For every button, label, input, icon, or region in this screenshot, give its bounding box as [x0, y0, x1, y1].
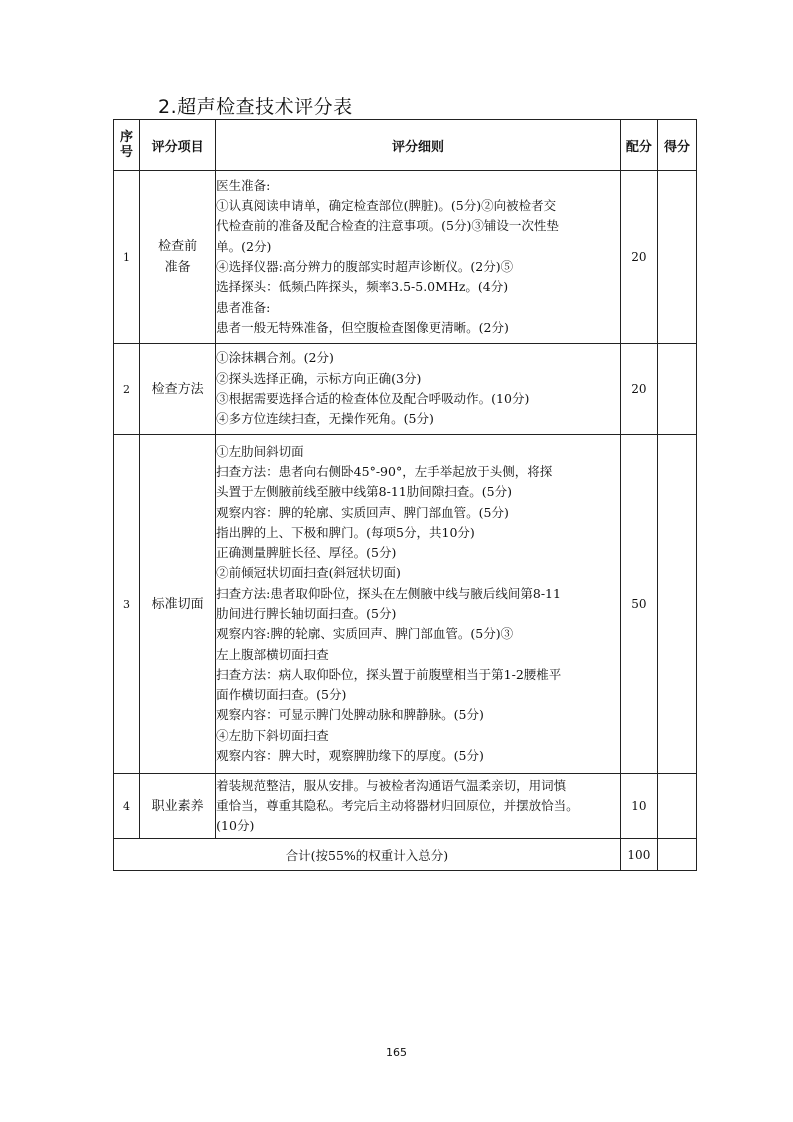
- row-detail: [216, 774, 621, 839]
- detail-line: 指出脾的上、下极和脾门。(每项5分，共10分): [216, 524, 475, 540]
- row-item: [140, 774, 216, 839]
- detail-line: ④选择仪器:高分辨力的腹部实时超声诊断仪。(2分)⑤: [216, 259, 514, 274]
- row-item: [140, 435, 216, 774]
- row-detail: [216, 171, 621, 344]
- row-detail: [216, 435, 621, 774]
- detail-line: 重恰当，尊重其隐私。考完后主动将器材归回原位，并摆放恰当。: [216, 797, 579, 813]
- detail-line: 肋间进行脾长轴切面扫查。(5分): [216, 606, 397, 621]
- detail-line: 观察内容：脾大时，观察脾肋缘下的厚度。(5分): [216, 748, 484, 764]
- detail-line: 代检查前的准备及配合检查的注意事项。(5分)③铺设一次性垫: [216, 218, 559, 234]
- detail-line: 面作横切面扫查。(5分): [216, 687, 347, 703]
- detail-line: 扫查方法：患者向右侧卧45°-90°，左手举起放于头侧，将探: [216, 463, 553, 479]
- row-item: [140, 344, 216, 435]
- detail-line: 医生准备:: [216, 177, 271, 193]
- row-item-line: 职业素养: [151, 798, 204, 814]
- page-title: 2.超声检查技术评分表: [158, 96, 353, 118]
- detail-line: ④多方位连续扫查，无操作死角。(5分): [216, 411, 434, 427]
- table-row: [114, 344, 697, 435]
- row-number: 1: [114, 171, 140, 344]
- header-got: 得分: [657, 120, 696, 171]
- detail-line: ②前倾冠状切面扫查(斜冠状切面): [216, 565, 401, 581]
- detail-line: 选择探头：低频凸阵探头，频率3.5-5.0MHz。(4分): [216, 279, 509, 295]
- row-got: [657, 774, 696, 839]
- row-got: [657, 344, 696, 435]
- row-score: 10: [620, 774, 657, 839]
- detail-line: ①涂抹耦合剂。(2分): [216, 350, 334, 366]
- detail-line: ①认真阅读申请单，确定检查部位(脾脏)。(5分)②向被检者交: [216, 198, 557, 214]
- header-no: 序 号: [114, 120, 140, 171]
- total-score: 100: [620, 839, 657, 871]
- scoring-table: [113, 119, 697, 871]
- total-row: [114, 839, 697, 871]
- detail-line: 着装规范整洁，服从安排。与被检者沟通语气温柔亲切，用词慎: [216, 777, 567, 793]
- detail-line: 患者准备:: [216, 299, 271, 315]
- row-got: [657, 171, 696, 344]
- page-number: 165: [386, 1046, 407, 1059]
- table-row: [114, 774, 697, 839]
- detail-line: 扫查方法：病人取仰卧位，探头置于前腹壁相当于第1-2腰椎平: [216, 666, 562, 682]
- row-item-line: 准备: [164, 260, 191, 275]
- detail-line: ②探头选择正确，示标方向正确(3分): [216, 370, 422, 386]
- header-detail: 评分细则: [216, 120, 621, 171]
- row-number: 4: [114, 774, 140, 839]
- row-score: 20: [620, 171, 657, 344]
- row-item-line: 检查方法: [151, 381, 204, 397]
- detail-line: 观察内容:脾的轮廓、实质回声、脾门部血管。(5分)③: [216, 626, 514, 642]
- row-number: 2: [114, 344, 140, 435]
- header-row: [114, 120, 697, 171]
- detail-line: 患者一般无特殊准备，但空腹检查图像更清晰。(2分): [216, 319, 509, 335]
- row-item-line: 标准切面: [151, 596, 204, 612]
- detail-line: ③根据需要选择合适的检查体位及配合呼吸动作。(10分): [216, 391, 530, 406]
- detail-line: 正确测量脾脏长径、厚径。(5分): [216, 545, 397, 561]
- row-number: 3: [114, 435, 140, 774]
- detail-line: ①左肋间斜切面: [216, 443, 304, 459]
- header-score: 配分: [620, 120, 657, 171]
- row-detail: [216, 344, 621, 435]
- row-score: 50: [620, 435, 657, 774]
- total-label: 合计(按55%的权重计入总分): [114, 839, 621, 871]
- detail-line: ④左肋下斜切面扫查: [216, 727, 329, 743]
- row-score: 20: [620, 344, 657, 435]
- detail-line: 观察内容：可显示脾门处脾动脉和脾静脉。(5分): [216, 707, 484, 723]
- row-got: [657, 435, 696, 774]
- header-item: 评分项目: [140, 120, 216, 171]
- row-item-line: 检查前: [158, 239, 198, 254]
- detail-line: 头置于左侧腋前线至腋中线第8-11肋间隙扫查。(5分): [216, 484, 512, 500]
- detail-line: (10分): [216, 818, 255, 834]
- row-item: [140, 171, 216, 344]
- detail-line: 扫查方法:患者取仰卧位，探头在左侧腋中线与腋后线间第8-11: [216, 585, 561, 601]
- table-row: [114, 171, 697, 344]
- table-row: [114, 435, 697, 774]
- detail-line: 单。(2分): [216, 238, 272, 254]
- detail-line: 左上腹部横切面扫查: [216, 646, 329, 662]
- detail-line: 观察内容：脾的轮廓、实质回声、脾门部血管。(5分): [216, 504, 509, 520]
- total-got: [657, 839, 696, 871]
